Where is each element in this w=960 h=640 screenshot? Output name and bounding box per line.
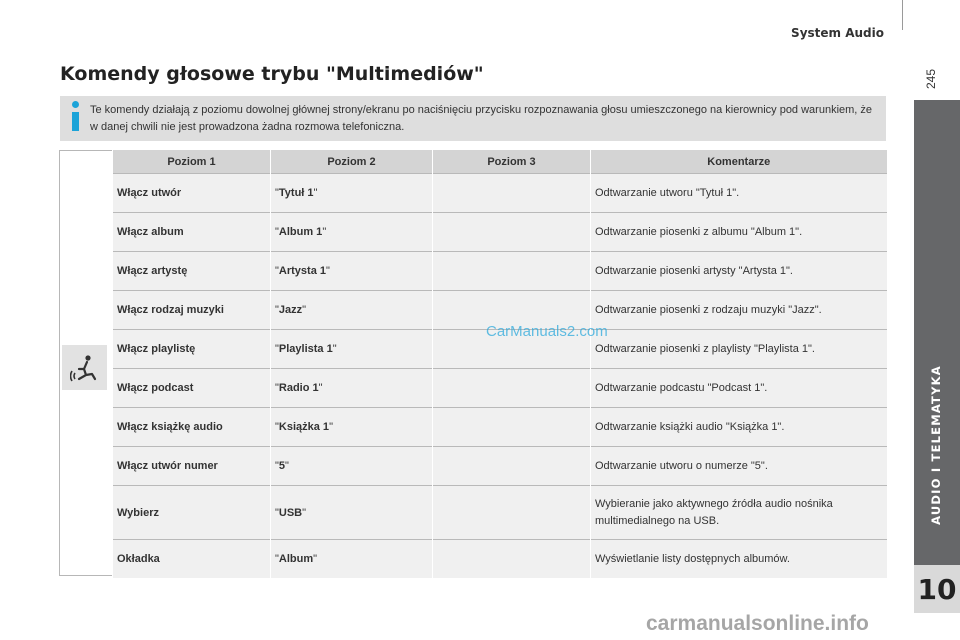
cell-level-2: "Jazz": [271, 291, 433, 330]
cell-level-1: Włącz książkę audio: [113, 408, 271, 447]
cell-level-3: [433, 408, 591, 447]
cell-level-2: "Książka 1": [271, 408, 433, 447]
cell-level-3: [433, 252, 591, 291]
table-row: [113, 213, 887, 252]
cell-level-1: Okładka: [113, 540, 271, 579]
cell-level-2: "Artysta 1": [271, 252, 433, 291]
chapter-number: 10: [914, 565, 960, 613]
cell-level-3: [433, 486, 591, 540]
cell-level-3: [433, 213, 591, 252]
cell-level-2: "5": [271, 447, 433, 486]
voice-commands-table: [112, 150, 887, 578]
cell-comment: Odtwarzanie piosenki z albumu "Album 1".: [591, 213, 887, 252]
header-divider: [902, 0, 903, 30]
cell-level-2: "Radio 1": [271, 369, 433, 408]
cell-level-2-value: Radio 1: [278, 382, 319, 394]
cell-comment: Odtwarzanie piosenki artysty "Artysta 1".: [591, 252, 887, 291]
cell-level-2: "Album 1": [271, 213, 433, 252]
cell-level-2-value: Książka 1: [278, 421, 330, 433]
watermark-bottom: carmanualsonline.info: [646, 612, 869, 635]
chapter-label-text: AUDIO I TELEMATYKA: [929, 365, 943, 525]
info-box: [60, 96, 886, 141]
voice-command-glyph: [70, 354, 100, 382]
cell-level-1: Włącz utwór numer: [113, 447, 271, 486]
cell-comment: Odtwarzanie książki audio "Książka 1".: [591, 408, 887, 447]
voice-command-icon: [62, 345, 107, 390]
cell-comment: Odtwarzanie utworu "Tytuł 1".: [591, 174, 887, 213]
cell-comment: Odtwarzanie podcastu "Podcast 1".: [591, 369, 887, 408]
cell-level-2-value: Album: [278, 553, 314, 565]
table-row: [113, 408, 887, 447]
table-row: [113, 252, 887, 291]
table-row: [113, 447, 887, 486]
cell-comment: Wyświetlanie listy dostępnych albumów.: [591, 540, 887, 579]
cell-comment: Odtwarzanie piosenki z playlisty "Playlista 1".: [591, 330, 887, 369]
cell-level-1: Włącz album: [113, 213, 271, 252]
cell-level-2: "USB": [271, 486, 433, 540]
cell-level-2-value: Album 1: [278, 226, 323, 238]
cell-level-1: Włącz playlistę: [113, 330, 271, 369]
header-level-2: Poziom 2: [271, 150, 433, 174]
cell-comment: Wybieranie jako aktywnego źródła audio nośnika multimedialnego na USB.: [591, 486, 887, 540]
info-icon: [68, 101, 84, 135]
cell-level-3: [433, 369, 591, 408]
watermark-center: CarManuals2.com: [486, 323, 608, 340]
cell-level-2-value: Tytuł 1: [278, 187, 314, 199]
header-level-1: Poziom 1: [113, 150, 271, 174]
section-label: System Audio: [791, 26, 884, 40]
table-row: [113, 369, 887, 408]
page-number: 245: [924, 68, 938, 90]
cell-level-2: "Playlista 1": [271, 330, 433, 369]
cell-level-2-value: USB: [278, 506, 303, 519]
page-title: Komendy głosowe trybu "Multimediów": [60, 63, 484, 85]
cell-level-1: Włącz rodzaj muzyki: [113, 291, 271, 330]
cell-level-2-value: Playlista 1: [278, 343, 333, 355]
cell-level-2-value: Artysta 1: [278, 265, 326, 277]
cell-level-3: [433, 540, 591, 579]
table-row: [113, 174, 887, 213]
table-row: [113, 540, 887, 579]
cell-level-1: Włącz utwór: [113, 174, 271, 213]
cell-level-2: "Album": [271, 540, 433, 579]
cell-level-2-value: Jazz: [278, 304, 303, 316]
chapter-label: [923, 340, 949, 550]
cell-level-3: [433, 447, 591, 486]
header-comments: Komentarze: [591, 150, 887, 174]
header-level-3: Poziom 3: [433, 150, 591, 174]
cell-level-3: [433, 174, 591, 213]
info-text: Te komendy działają z poziomu dowolnej głównej strony/ekranu po naciśnięciu przycisku rozpoznawania głosu umieszczonego na kierownicy pod warunkiem, że w danej chwili nie jest prowadzona żadna rozmowa telefoniczna.: [90, 104, 873, 133]
cell-level-1: Włącz artystę: [113, 252, 271, 291]
cell-level-2: "Tytuł 1": [271, 174, 433, 213]
table-header-row: [113, 150, 887, 174]
cell-level-2-value: 5: [278, 460, 286, 472]
cell-level-1: Włącz podcast: [113, 369, 271, 408]
cell-comment: Odtwarzanie piosenki z rodzaju muzyki "Jazz".: [591, 291, 887, 330]
cell-comment: Odtwarzanie utworu o numerze "5".: [591, 447, 887, 486]
table-row: [113, 486, 887, 540]
cell-level-1: Wybierz: [113, 486, 271, 540]
